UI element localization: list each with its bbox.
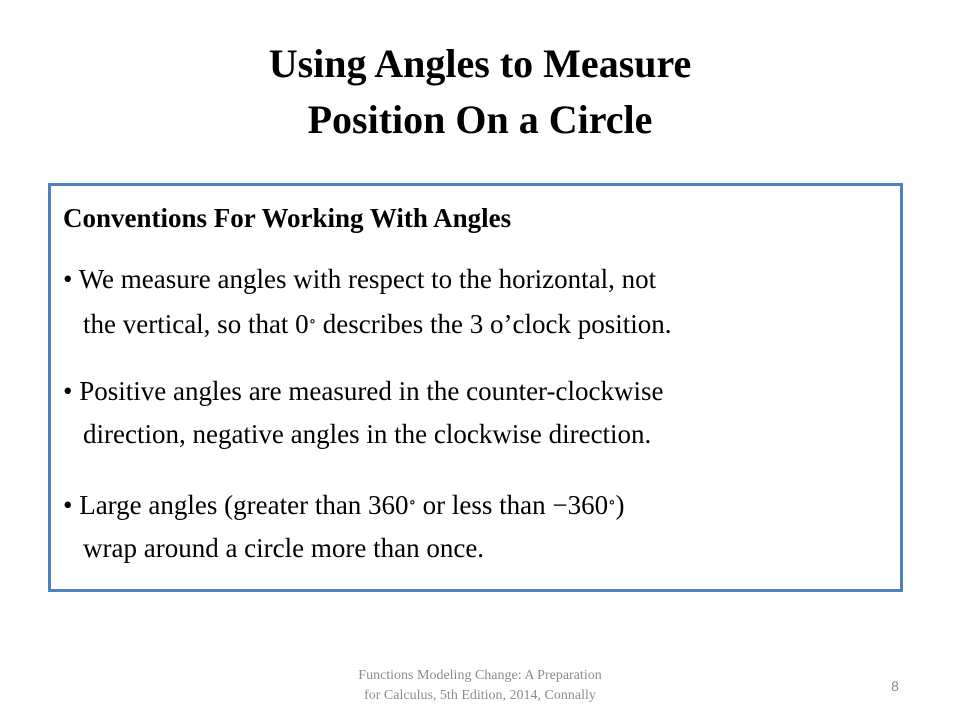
bullet-item-large-angles [63,482,893,570]
bullet-marker: • [63,264,73,294]
slide-title-line-2: Position On a Circle [307,97,653,142]
box-heading: Conventions For Working With Angles [63,203,512,233]
conventions-box [48,183,903,592]
degree-symbol: ∘ [308,314,317,330]
bullet-line [63,258,893,301]
slide-title [0,36,960,148]
bullet-marker: • [63,490,73,520]
bullet-text: the vertical, so that 0 [83,309,309,339]
bullet-line: wrap around a circle more than once. [83,533,485,563]
bullet-marker: • [63,376,73,406]
page-number: 8 [891,678,899,694]
footer-citation [320,666,640,706]
slide-title-line-1: Using Angles to Measure [268,41,692,86]
bullet-text: We measure angles with respect to the horizontal, not [78,264,657,294]
footer-line-2: for Calculus, 5th Edition, 2014, Connally [364,688,596,703]
bullet-item-direction [63,370,893,456]
bullet-item-horizontal-reference [63,258,893,346]
bullet-text: describes the 3 o’clock position. [316,309,672,339]
bullet-text: or less than −360 [415,490,609,520]
bullet-line: direction, negative angles in the clockwise direction. [83,419,652,449]
bullet-line [63,301,893,346]
footer-line-1: Functions Modeling Change: A Preparation [358,668,602,683]
bullet-text: Large angles (greater than 360 [79,490,409,520]
degree-symbol: ∘ [408,495,416,511]
bullet-text: ) [615,490,625,520]
degree-symbol: ∘ [608,495,616,511]
bullet-text: Positive angles are measured in the counter-clockwise [79,376,664,406]
bullet-line [63,370,893,413]
bullet-line [63,482,893,527]
